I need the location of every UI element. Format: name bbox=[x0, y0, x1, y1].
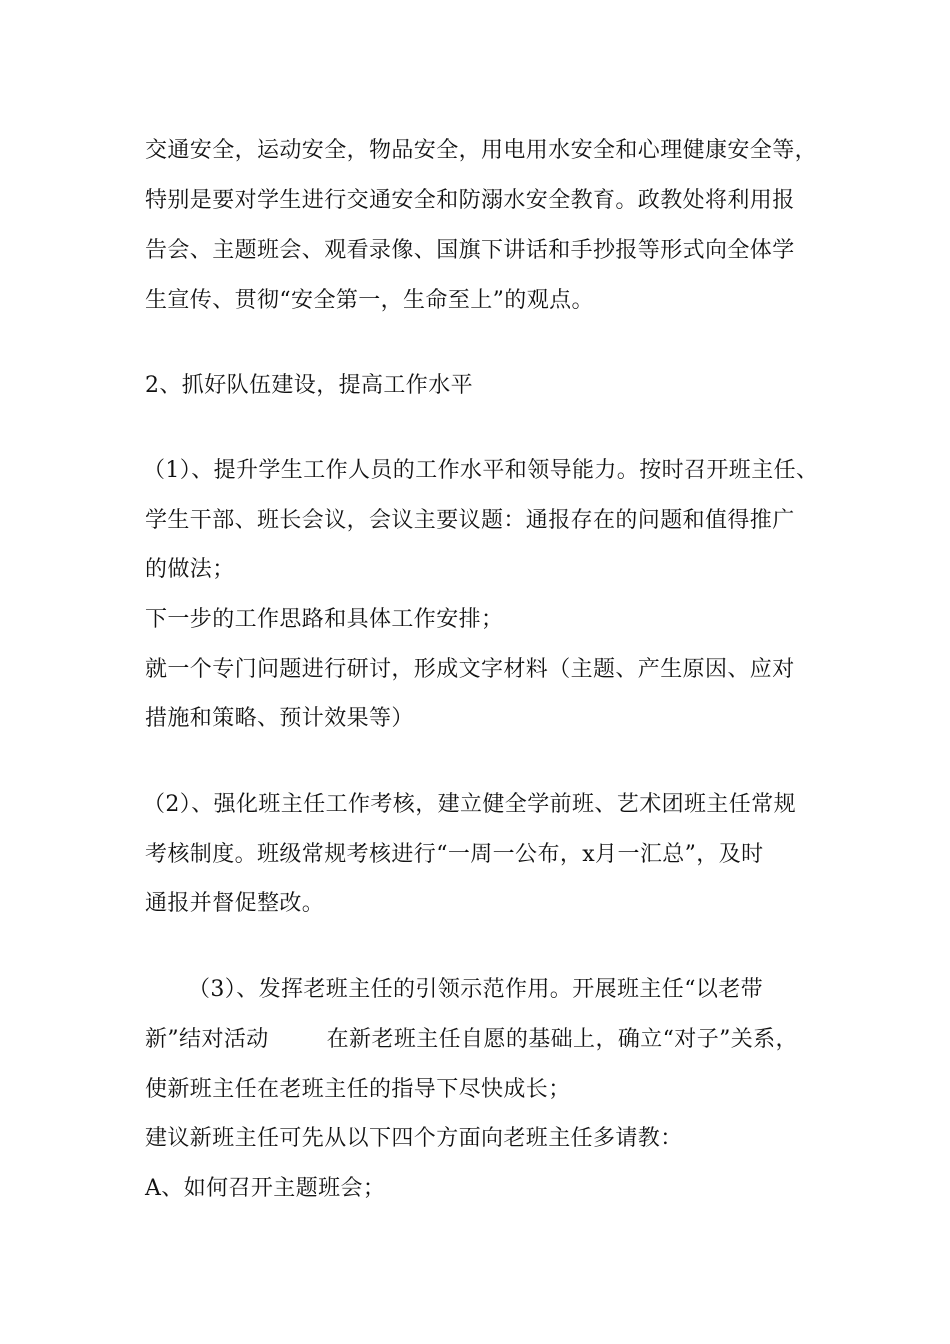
paragraph-line: 通报并督促整改。 bbox=[145, 891, 325, 916]
paragraph-line: （3）、发挥老班主任的引领示范作用。开展班主任“以老带 bbox=[188, 977, 764, 1002]
paragraph-line: 告会、主题班会、观看录像、国旗下讲话和手抄报等形式向全体学 bbox=[145, 238, 795, 263]
paragraph-line: 生宣传、贯彻“安全第一，生命至上”的观点。 bbox=[145, 288, 594, 313]
paragraph-line: 交通安全，运动安全，物品安全，用电用水安全和心理健康安全等， bbox=[145, 138, 818, 163]
paragraph-line: 下一步的工作思路和具体工作安排； bbox=[145, 607, 504, 632]
paragraph-line: 特别是要对学生进行交通安全和防溺水安全教育。政教处将利用报 bbox=[145, 188, 795, 213]
paragraph-line: （1）、提升学生工作人员的工作水平和领导能力。按时召开班主任、 bbox=[143, 458, 819, 483]
paragraph-fragment: 在新老班主任自愿的基础上，确立“对子”关系， bbox=[326, 1027, 798, 1052]
paragraph-line: 学生干部、班长会议，会议主要议题：通报存在的问题和值得推广 bbox=[145, 508, 795, 533]
paragraph-line: （2）、强化班主任工作考核，建立健全学前班、艺术团班主任常规 bbox=[143, 792, 796, 817]
section-heading: 2、抓好队伍建设，提高工作水平 bbox=[145, 373, 473, 398]
paragraph-line: 建议新班主任可先从以下四个方面向老班主任多请教： bbox=[145, 1126, 683, 1151]
paragraph-fragment: 新”结对活动 bbox=[145, 1027, 269, 1052]
paragraph-line: 就一个专门问题进行研讨，形成文字材料（主题、产生原因、应对 bbox=[145, 657, 795, 682]
paragraph-line: 措施和策略、预计效果等） bbox=[145, 706, 414, 731]
paragraph-line: 使新班主任在老班主任的指导下尽快成长； bbox=[145, 1077, 571, 1102]
paragraph-line bbox=[145, 1025, 798, 1055]
paragraph-line: 考核制度。班级常规考核进行“一周一公布，x月一汇总”，及时 bbox=[145, 842, 764, 867]
paragraph-line: A、如何召开主题班会； bbox=[145, 1176, 386, 1201]
paragraph-line: 的做法； bbox=[145, 557, 235, 582]
